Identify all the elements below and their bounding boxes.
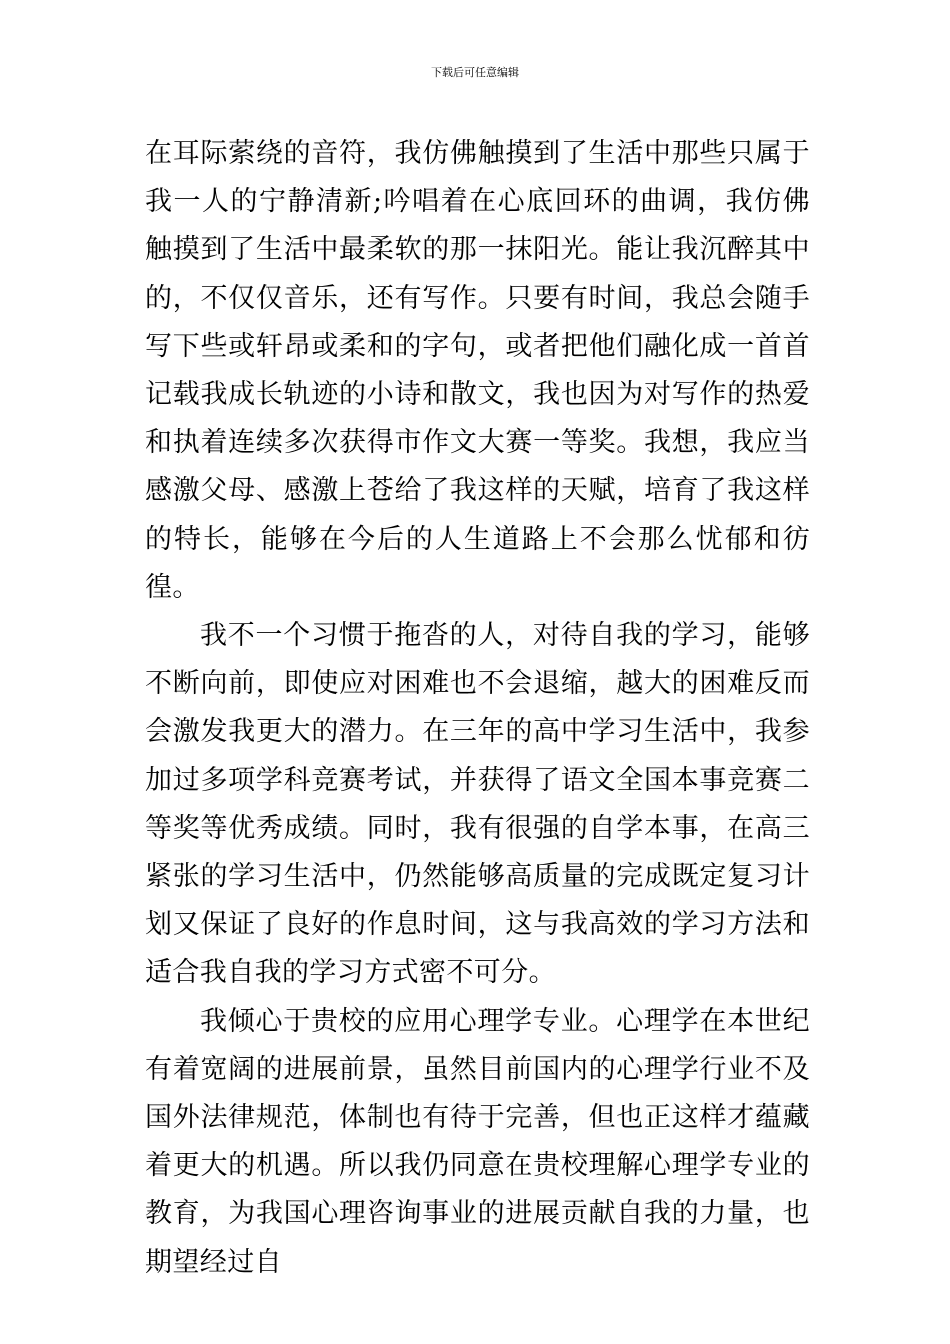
paragraph-2: 我不一个习惯于拖沓的人，对待自我的学习，能够不断向前，即使应对困难也不会退缩，越大的困难反而会激发我更大的潜力。在三年的高中学习生活中，我参加过多项学科竞赛考试，并获得了语文全国本事竞赛二等奖等优秀成绩。同时，我有很强的自学本事，在高三紧张的学习生活中，仍然能够高质量的完成既定复习计划又保证了良好的作息时间，这与我高效的学习方法和适合我自我的学习方式密不可分。	[145, 620, 810, 989]
paragraph-1: 在耳际萦绕的音符，我仿佛触摸到了生活中那些只属于我一人的宁静清新;吟唱着在心底回环的曲调，我仿佛触摸到了生活中最柔软的那一抹阳光。能让我沉醉其中的，不仅仅音乐，还有写作。只要有时间，我总会随手写下些或轩昂或柔和的字句，或者把他们融化成一首首记载我成长轨迹的小诗和散文，我也因为对写作的热爱和执着连续多次获得市作文大赛一等奖。我想，我应当感激父母、感激上苍给了我这样的天赋，培育了我这样的特长，能够在今后的人生道路上不会那么忧郁和彷徨。	[145, 138, 810, 603]
paragraph-3: 我倾心于贵校的应用心理学专业。心理学在本世纪有着宽阔的进展前景，虽然目前国内的心理学行业不及国外法律规范，体制也有待于完善，但也正这样才蕴藏着更大的机遇。所以我仍同意在贵校理解心理学专业的教育，为我国心理咨询事业的进展贡献自我的力量，也期望经过自	[145, 1005, 810, 1278]
document-body	[145, 130, 810, 1287]
page-header: 下载后可任意编辑	[431, 66, 519, 79]
